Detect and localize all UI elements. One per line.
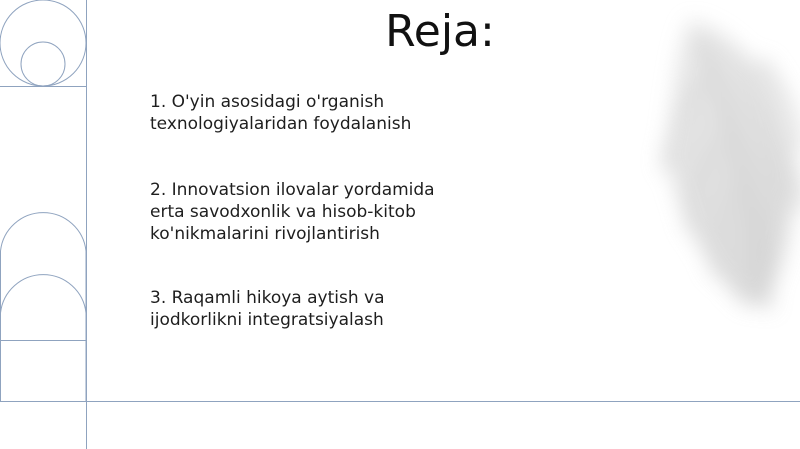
slide-title: Reja: — [385, 6, 495, 57]
plan-item-2-line-2: erta savodxonlik va hisob-kitob — [150, 202, 416, 222]
outline-arch-upper — [1, 213, 87, 401]
outline-circle-large — [0, 0, 86, 86]
plan-item-2-line-3: ko'nikmalarini rivojlantirish — [150, 224, 380, 244]
leaf-watermark — [666, 20, 800, 310]
plan-item-1-line-1: 1. O'yin asosidagi o'rganish — [150, 92, 385, 112]
outline-arch-lower — [1, 275, 87, 401]
plan-item-3-line-1: 3. Raqamli hikoya aytish va — [150, 288, 385, 308]
plan-item-1-line-2: texnologiyalaridan foydalanish — [150, 114, 412, 134]
plan-item-2 — [150, 179, 490, 245]
plan-item-3-line-2: ijodkorlikni integratsiyalash — [150, 310, 384, 330]
plan-item-1 — [150, 91, 490, 135]
outline-circle-small — [21, 42, 65, 86]
plan-item-2-line-1: 2. Innovatsion ilovalar yordamida — [150, 180, 435, 200]
plan-item-3 — [150, 287, 490, 331]
